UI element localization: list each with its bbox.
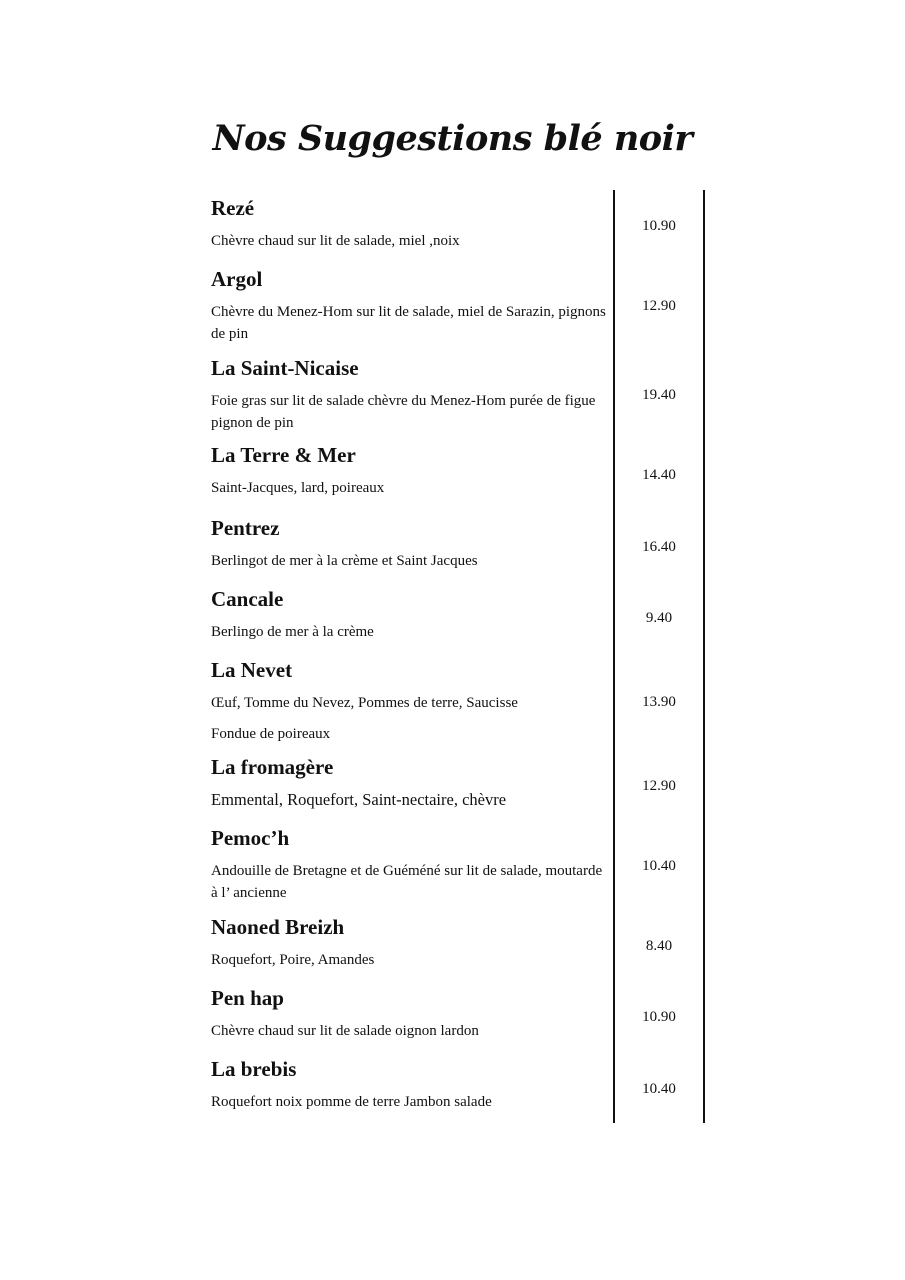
item-description: Foie gras sur lit de salade chèvre du Menez-Hom purée de figue pignon de pin xyxy=(211,393,596,431)
item-price: 16.40 xyxy=(642,539,676,555)
item-description-extra: Fondue de poireaux xyxy=(211,726,331,742)
item-price: 10.90 xyxy=(642,1009,676,1025)
item-price: 12.90 xyxy=(642,298,676,314)
menu-item xyxy=(211,196,611,252)
page-title: Nos Suggestions blé noir xyxy=(212,118,693,159)
item-price: 10.40 xyxy=(642,858,676,874)
item-price: 12.90 xyxy=(642,778,676,794)
item-price: 10.90 xyxy=(642,218,676,234)
menu-item xyxy=(211,915,611,971)
menu-item xyxy=(211,267,611,345)
item-description: Chèvre chaud sur lit de salade oignon lardon xyxy=(211,1023,479,1039)
menu-item xyxy=(211,826,611,904)
item-price: 19.40 xyxy=(642,387,676,403)
item-description: Andouille de Bretagne et de Guéméné sur lit de salade, moutarde à l’ ancienne xyxy=(211,863,603,901)
item-description: Emmental, Roquefort, Saint-nectaire, chèvre xyxy=(211,790,507,809)
item-name: La Saint-Nicaise xyxy=(211,356,359,380)
menu-item xyxy=(211,986,611,1042)
item-name: Argol xyxy=(211,267,263,291)
item-description: Berlingo de mer à la crème xyxy=(211,624,374,640)
item-name: La Nevet xyxy=(211,658,293,682)
item-name: Pen hap xyxy=(211,986,284,1010)
menu-item xyxy=(211,658,611,745)
item-name: Rezé xyxy=(211,196,255,220)
menu-item xyxy=(211,587,611,643)
menu-item xyxy=(211,443,611,499)
menu-item xyxy=(211,755,611,811)
item-price: 14.40 xyxy=(642,467,676,483)
item-description: Roquefort noix pomme de terre Jambon salade xyxy=(211,1094,492,1110)
item-description: Chèvre du Menez-Hom sur lit de salade, miel de Sarazin, pignons de pin xyxy=(211,304,606,342)
item-price: 8.40 xyxy=(645,938,673,954)
item-price: 9.40 xyxy=(645,610,673,626)
item-description: Saint-Jacques, lard, poireaux xyxy=(211,480,385,496)
item-description: Roquefort, Poire, Amandes xyxy=(211,952,375,968)
item-price: 10.40 xyxy=(642,1081,676,1097)
item-name: Pemoc’h xyxy=(211,826,290,850)
item-name: La fromagère xyxy=(211,755,334,779)
column-divider-left xyxy=(613,190,615,1123)
item-description: Berlingot de mer à la crème et Saint Jacques xyxy=(211,553,478,569)
item-name: Pentrez xyxy=(211,516,280,540)
menu-item xyxy=(211,1057,611,1113)
item-name: La brebis xyxy=(211,1057,297,1081)
column-divider-right xyxy=(703,190,705,1123)
item-description: Œuf, Tomme du Nevez, Pommes de terre, Saucisse xyxy=(211,695,518,711)
item-name: Naoned Breizh xyxy=(211,915,345,939)
item-price: 13.90 xyxy=(642,694,676,710)
menu-item xyxy=(211,356,611,434)
item-description: Chèvre chaud sur lit de salade, miel ,noix xyxy=(211,233,460,249)
item-name: Cancale xyxy=(211,587,284,611)
menu-item xyxy=(211,516,611,572)
item-name: La Terre & Mer xyxy=(211,443,356,467)
